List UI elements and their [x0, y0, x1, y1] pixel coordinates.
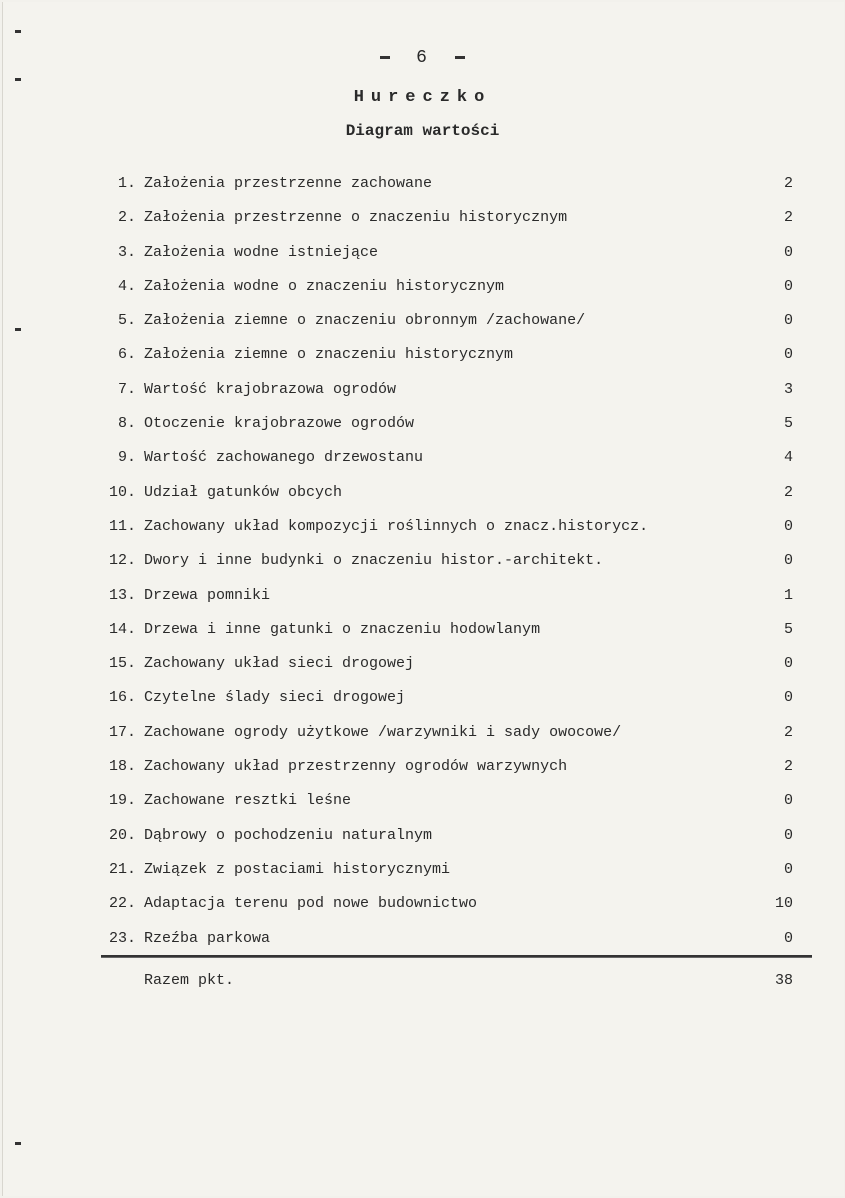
list-item: [0, 582, 845, 616]
margin-mark: [15, 30, 21, 33]
item-number: 15.: [108, 655, 136, 673]
item-label: Drzewa i inne gatunki o znaczeniu hodowlanym: [144, 620, 541, 638]
item-value: 0: [783, 312, 793, 330]
list-item: [0, 273, 845, 307]
list-item: [0, 822, 845, 856]
item-label: Wartość krajobrazowa ogrodów: [144, 380, 397, 398]
total-label: Razem pkt.: [144, 972, 235, 989]
list-item: [0, 479, 845, 513]
item-value: 0: [783, 929, 793, 947]
item-number: 9.: [117, 449, 136, 467]
item-number: 11.: [108, 517, 136, 535]
list-item: [0, 719, 845, 753]
list-item: [0, 307, 845, 341]
list-item: [0, 376, 845, 410]
item-number: 13.: [108, 586, 136, 604]
item-value: 0: [783, 243, 793, 261]
item-label: Wartość zachowanego drzewostanu: [144, 449, 424, 467]
item-label: Rzeźba parkowa: [144, 929, 271, 947]
item-label: Związek z postaciami historycznymi: [144, 860, 451, 878]
item-value: 5: [783, 620, 793, 638]
item-value: 0: [783, 792, 793, 810]
item-label: Drzewa pomniki: [144, 586, 271, 604]
item-label: Założenia przestrzenne o znaczeniu historycznym: [144, 209, 568, 227]
list-item: [0, 787, 845, 821]
dash-left: [380, 56, 390, 59]
list-item: [0, 239, 845, 273]
item-number: 16.: [108, 689, 136, 707]
item-number: 8.: [117, 415, 136, 433]
document-title: Hureczko: [353, 88, 492, 107]
item-number: 6.: [117, 346, 136, 364]
item-number: 1.: [117, 175, 136, 192]
item-label: Założenia przestrzenne zachowane: [144, 175, 433, 192]
item-label: Zachowany układ kompozycji roślinnych o znacz.historycz.: [144, 517, 649, 535]
item-value: 10: [774, 895, 793, 913]
document-subtitle: Diagram wartości: [345, 122, 500, 140]
item-number: 12.: [108, 552, 136, 570]
item-number: 19.: [108, 792, 136, 810]
item-value: 0: [783, 346, 793, 364]
list-item: [0, 890, 845, 924]
item-label: Założenia ziemne o znaczeniu historycznym: [144, 346, 514, 364]
dash-right: [455, 56, 465, 59]
item-value: 2: [783, 723, 793, 741]
item-value: 5: [783, 415, 793, 433]
item-number: 10.: [108, 483, 136, 501]
margin-mark: [15, 78, 21, 81]
list-item: [0, 547, 845, 581]
item-label: Adaptacja terenu pod nowe budownictwo: [144, 895, 478, 913]
list-item: [0, 170, 845, 204]
item-value: 2: [783, 209, 793, 227]
item-value: 3: [783, 380, 793, 398]
list-item: [0, 684, 845, 718]
item-label: Założenia wodne o znaczeniu historycznym: [144, 277, 505, 295]
item-number: 7.: [117, 380, 136, 398]
item-number: 4.: [117, 277, 136, 295]
item-number: 20.: [108, 826, 136, 844]
list-item: [0, 444, 845, 478]
item-label: Założenia wodne istniejące: [144, 243, 379, 261]
list-item: [0, 650, 845, 684]
item-value: 0: [783, 860, 793, 878]
item-value: 2: [783, 483, 793, 501]
total-row: [0, 972, 845, 996]
page-number: 6: [416, 48, 429, 68]
item-label: Zachowane ogrody użytkowe /warzywniki i sady owocowe/: [144, 723, 622, 741]
total-value: 38: [774, 972, 793, 989]
list-item: [0, 925, 845, 959]
items-list: [0, 170, 845, 959]
item-label: Zachowany układ przestrzenny ogrodów warzywnych: [144, 758, 568, 776]
item-value: 1: [783, 586, 793, 604]
item-label: Czytelne ślady sieci drogowej: [144, 689, 406, 707]
item-number: 18.: [108, 758, 136, 776]
item-number: 2.: [117, 209, 136, 227]
item-value: 0: [783, 277, 793, 295]
list-item: [0, 856, 845, 890]
item-number: 22.: [108, 895, 136, 913]
list-item: [0, 410, 845, 444]
item-value: 4: [783, 449, 793, 467]
list-item: [0, 616, 845, 650]
item-value: 0: [783, 655, 793, 673]
item-number: 3.: [117, 243, 136, 261]
item-label: Otoczenie krajobrazowe ogrodów: [144, 415, 415, 433]
item-label: Założenia ziemne o znaczeniu obronnym /zachowane/: [144, 312, 586, 330]
item-number: 17.: [108, 723, 136, 741]
item-label: Dąbrowy o pochodzeniu naturalnym: [144, 826, 433, 844]
total-rule: [101, 955, 812, 958]
item-label: Zachowane resztki leśne: [144, 792, 352, 810]
item-value: 2: [783, 175, 793, 192]
list-item: [0, 753, 845, 787]
list-item: [0, 513, 845, 547]
list-item: [0, 341, 845, 375]
list-item: [0, 204, 845, 238]
item-label: Dwory i inne budynki o znaczeniu histor.-architekt.: [144, 552, 604, 570]
item-value: 0: [783, 517, 793, 535]
item-number: 5.: [117, 312, 136, 330]
item-number: 14.: [108, 620, 136, 638]
item-value: 0: [783, 826, 793, 844]
item-number: 23.: [108, 929, 136, 947]
item-label: Udział gatunków obcych: [144, 483, 343, 501]
item-number: 21.: [108, 860, 136, 878]
item-label: Zachowany układ sieci drogowej: [144, 655, 415, 673]
margin-mark: [15, 1142, 21, 1145]
item-value: 0: [783, 689, 793, 707]
item-value: 2: [783, 758, 793, 776]
item-value: 0: [783, 552, 793, 570]
page-number-header: [0, 48, 845, 68]
